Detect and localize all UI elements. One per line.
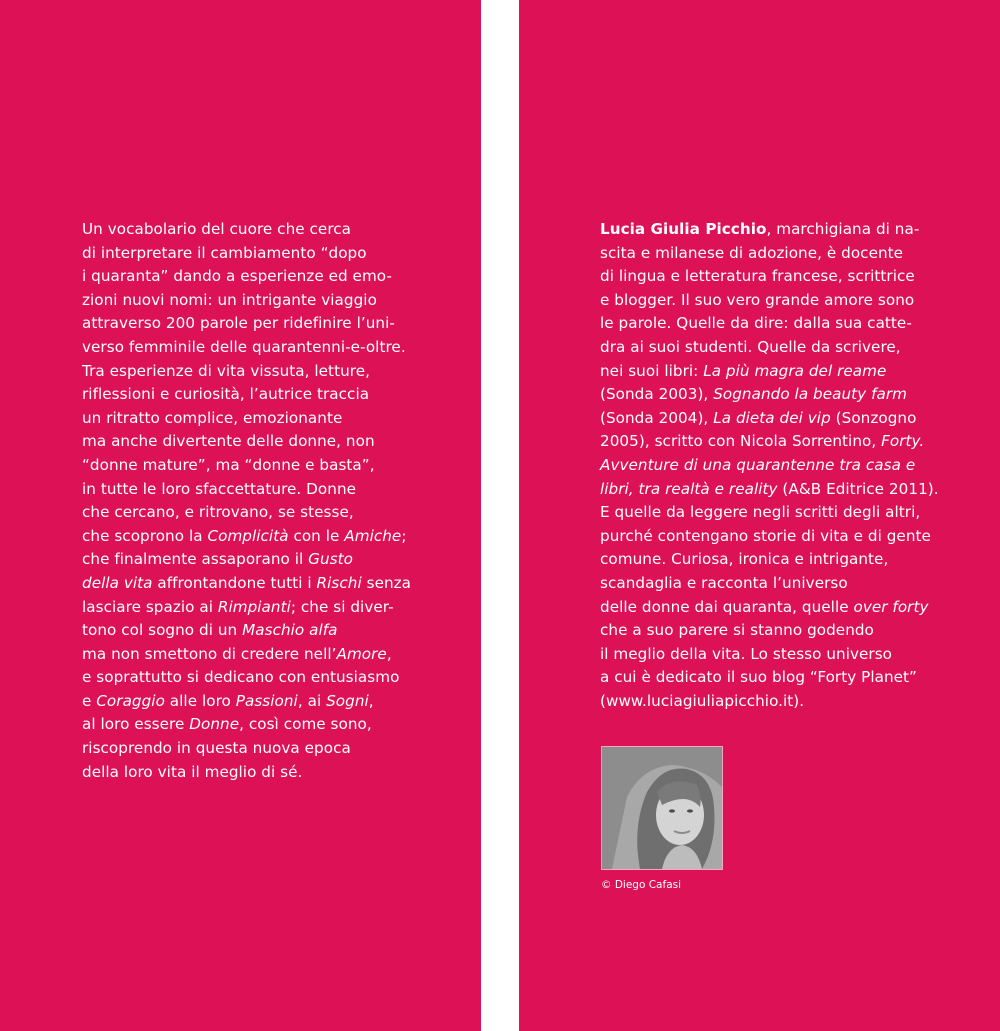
text-line: [82, 713, 412, 737]
author-bio-text: [600, 218, 940, 713]
text-run: riflessioni e curiosità, l’autrice traccia: [82, 385, 370, 404]
text-line: [600, 218, 940, 242]
author-photo: [601, 746, 723, 870]
text-run: senza: [361, 573, 412, 592]
text-line: [82, 218, 412, 242]
text-line: [82, 242, 412, 266]
italic-text-run: Amore: [336, 644, 387, 663]
text-run: (Sonzogno: [830, 408, 917, 427]
text-line: [600, 312, 940, 336]
text-run: dra ai suoi studenti. Quelle da scrivere,: [600, 337, 901, 356]
text-run: e soprattutto si dedicano con entusiasmo: [82, 668, 400, 687]
text-line: [600, 619, 940, 643]
text-run: scita e milanese di adozione, è docente: [600, 243, 904, 262]
text-line: [600, 596, 940, 620]
text-run: ,: [368, 691, 374, 710]
text-line: [82, 501, 412, 525]
text-run: che a suo parere si stanno godendo: [600, 621, 874, 640]
left-flap: [0, 0, 481, 1031]
text-run: un ritratto complice, emozionante: [82, 408, 343, 427]
text-run: zioni nuovi nomi: un intrigante viaggio: [82, 290, 377, 309]
text-run: al loro essere: [82, 715, 190, 734]
text-run: verso femminile delle quarantenni-e-oltre.: [82, 337, 406, 356]
italic-text-run: over forty: [853, 597, 929, 616]
text-run: di lingua e letteratura francese, scrittrice: [600, 267, 915, 286]
text-run: ;: [401, 526, 407, 545]
text-line: [82, 690, 412, 714]
text-line: [600, 430, 940, 454]
text-run: a cui è dedicato il suo blog “Forty Planet”: [600, 668, 917, 687]
text-run: , così come sono,: [239, 715, 372, 734]
italic-text-run: La più magra del reame: [703, 361, 887, 380]
text-run: Tra esperienze di vita vissuta, letture,: [82, 361, 370, 380]
text-run: E quelle da leggere negli scritti degli altri,: [600, 503, 921, 522]
italic-text-run: della vita: [82, 573, 153, 592]
text-line: [82, 430, 412, 454]
italic-text-run: Complicità: [207, 526, 289, 545]
text-run: comune. Curiosa, ironica e intrigante,: [600, 550, 889, 569]
italic-text-run: Sognando la beauty farm: [713, 385, 907, 404]
text-run: con le: [288, 526, 345, 545]
text-run: (Sonda 2003),: [600, 385, 714, 404]
text-line: [82, 572, 412, 596]
text-line: [82, 312, 412, 336]
photo-credit: © Diego Cafasi: [601, 879, 682, 891]
text-run: della loro vita il meglio di sé.: [82, 762, 303, 781]
text-line: [82, 407, 412, 431]
text-line: [82, 265, 412, 289]
text-run: e blogger. Il suo vero grande amore sono: [600, 290, 915, 309]
italic-text-run: Gusto: [308, 550, 353, 569]
text-line: [600, 548, 940, 572]
text-line: [600, 265, 940, 289]
text-run: che scoprono la: [82, 526, 208, 545]
text-run: , ai: [297, 691, 327, 710]
text-line: [600, 360, 940, 384]
text-run: ,: [386, 644, 392, 663]
italic-text-run: Donne: [189, 715, 240, 734]
text-run: che cercano, e ritrovano, se stesse,: [82, 503, 354, 522]
text-line: [600, 242, 940, 266]
bold-text-run: Lucia Giulia Picchio: [600, 220, 767, 238]
text-run: ma non smettono di credere nell’: [82, 644, 337, 663]
right-flap: [519, 0, 1000, 1031]
text-line: [82, 454, 412, 478]
text-line: [600, 407, 940, 431]
italic-text-run: Rischi: [316, 573, 362, 592]
left-flap-text: [82, 218, 412, 784]
italic-text-run: Rimpianti: [217, 597, 291, 616]
italic-text-run: libri, tra realtà e reality: [600, 479, 778, 498]
text-line: [600, 525, 940, 549]
text-run: di interpretare il cambiamento “dopo: [82, 243, 367, 262]
text-line: [600, 643, 940, 667]
text-run: purché contengano storie di vita e di gente: [600, 526, 931, 545]
text-line: [600, 454, 940, 478]
text-line: [600, 666, 940, 690]
text-run: (Sonda 2004),: [600, 408, 714, 427]
text-run: attraverso 200 parole per ridefinire l’uni-: [82, 314, 395, 333]
text-run: i quaranta” dando a esperienze ed emo-: [82, 267, 392, 286]
text-run: che finalmente assaporano il: [82, 550, 309, 569]
text-run: (A&B Editrice 2011).: [777, 479, 939, 498]
text-run: Un vocabolario del cuore che cerca: [82, 220, 352, 238]
text-line: [82, 643, 412, 667]
text-run: alle loro: [164, 691, 236, 710]
text-line: [82, 360, 412, 384]
text-run: il meglio della vita. Lo stesso universo: [600, 644, 893, 663]
text-run: scandaglia e racconta l’universo: [600, 573, 848, 592]
text-run: e: [82, 691, 97, 710]
text-run: (www.luciagiuliapicchio.it).: [600, 691, 805, 710]
text-line: [82, 737, 412, 761]
text-line: [82, 478, 412, 502]
text-line: [82, 619, 412, 643]
italic-text-run: Coraggio: [96, 691, 165, 710]
text-run: ma anche divertente delle donne, non: [82, 432, 375, 451]
text-line: [82, 666, 412, 690]
text-line: [82, 383, 412, 407]
text-line: [600, 501, 940, 525]
text-line: [600, 572, 940, 596]
text-run: ; che si diver-: [290, 597, 394, 616]
text-line: [82, 548, 412, 572]
text-line: [600, 690, 940, 714]
text-run: lasciare spazio ai: [82, 597, 218, 616]
text-line: [82, 761, 412, 785]
text-line: [600, 383, 940, 407]
text-run: riscoprendo in questa nuova epoca: [82, 739, 351, 758]
text-line: [82, 289, 412, 313]
text-line: [82, 336, 412, 360]
text-run: “donne mature”, ma “donne e basta”,: [82, 455, 375, 474]
italic-text-run: Sogni: [326, 691, 369, 710]
text-line: [82, 525, 412, 549]
italic-text-run: Passioni: [235, 691, 298, 710]
text-run: delle donne dai quaranta, quelle: [600, 597, 854, 616]
text-run: in tutte le loro sfaccettature. Donne: [82, 479, 357, 498]
italic-text-run: Forty.: [881, 432, 925, 451]
text-run: tono col sogno di un: [82, 621, 243, 640]
text-run: , marchigiana di na-: [766, 220, 920, 238]
text-line: [600, 336, 940, 360]
text-run: le parole. Quelle da dire: dalla sua catte-: [600, 314, 912, 333]
italic-text-run: La dieta dei vip: [713, 408, 831, 427]
text-line: [600, 478, 940, 502]
text-line: [600, 289, 940, 313]
text-run: nei suoi libri:: [600, 361, 704, 380]
text-line: [82, 596, 412, 620]
text-run: affrontandone tutti i: [152, 573, 317, 592]
spine-gutter: [481, 0, 519, 1031]
italic-text-run: Amiche: [344, 526, 402, 545]
italic-text-run: Maschio alfa: [242, 621, 338, 640]
italic-text-run: Avventure di una quarantenne tra casa e: [600, 455, 916, 474]
text-run: 2005), scritto con Nicola Sorrentino,: [600, 432, 882, 451]
